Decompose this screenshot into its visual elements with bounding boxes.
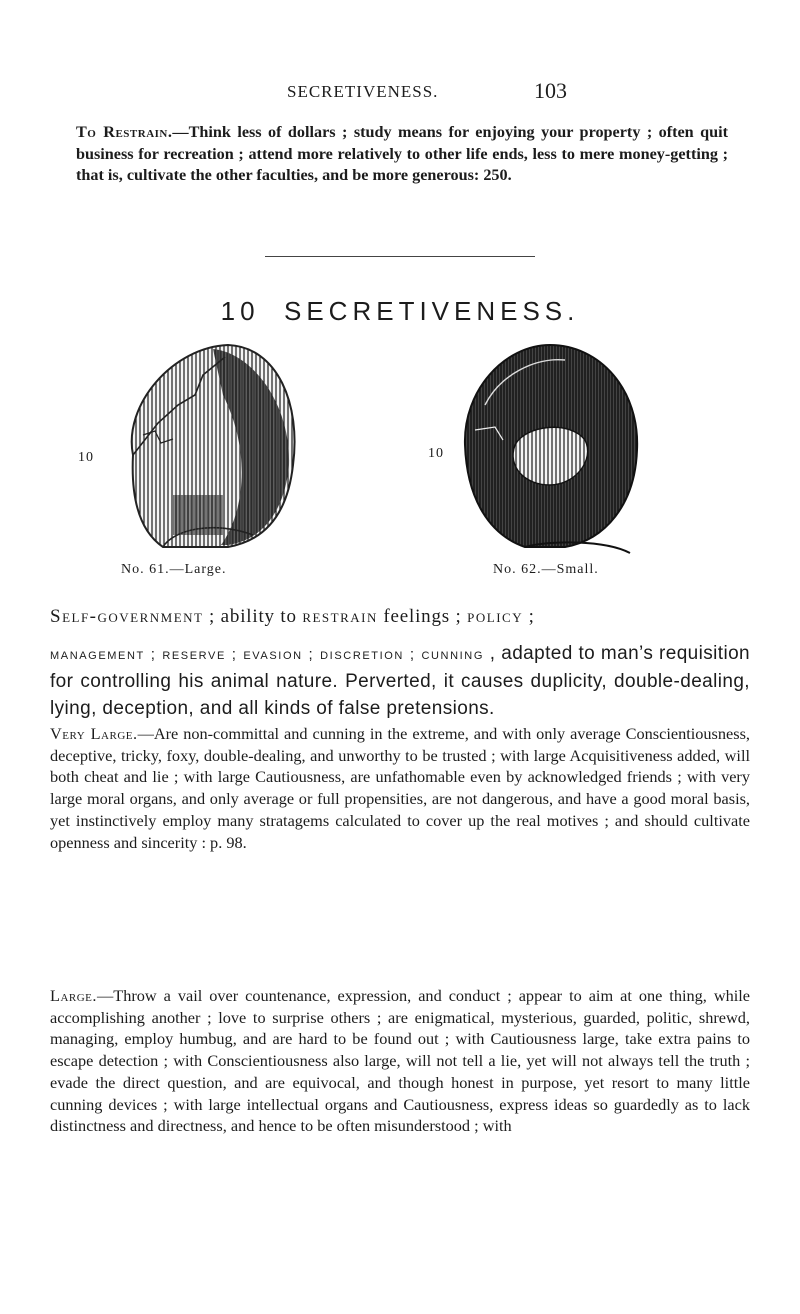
section-divider — [265, 256, 535, 257]
definition-fragment-2: feelings ; — [377, 606, 468, 627]
large-lead: Large. — [50, 986, 97, 1005]
intro-paragraph — [76, 122, 728, 187]
large-text: —Throw a vail over countenance, expression, and conduct ; appear to aim at one thing, while accomplishing another ; love to surprise others ; are enigmatical, mysterious, guarded, politic, shrewd, managing, employ humbug, and are hard to be found out ; with Cautiousness large, take extra pains to escape detection ; with Conscientiousness also large, will not tell a lie, yet will not always tell the truth ; evade the direct question, and are equivocal, and though honest in purpose, yet resort to many little cunning devices ; with large intellectual organs and Cautiousness, express ideas so guardedly as to lack distinctness and directness, and hence to be often misunderstood ; with — [50, 986, 750, 1136]
intro-lead: To Restrain. — [76, 123, 173, 141]
intro-text: —Think less of dollars ; study means for enjoying your property ; often quit business for recreation ; attend more relatively to other life ends, less to mere money-getting ; that is, cultivate the other faculties, and be more generous: 250. — [76, 123, 728, 185]
very-large-text: —Are non-committal and cunning in the extreme, and with only average Conscientiousness, deceptive, tricky, foxy, double-dealing, and unworthy to be trusted ; with large Acquisitiveness added, will both cheat and lie ; with large Cautiousness, are unfathomable even by acknowledged friends ; with very large moral organs, and only average or full propensities, are not dangerous, and have a good moral basis, yet instinctively employ many stratagems calculated to cover up the real motives ; and should cultivate openness and sincerity : p. 98. — [50, 724, 750, 852]
section-heading — [0, 296, 800, 327]
skull-large-number-label: 10 — [78, 450, 94, 465]
running-head: SECRETIVENESS. — [287, 82, 439, 101]
very-large-paragraph — [50, 723, 750, 853]
skull-large-caption: No. 61.—Large. — [121, 562, 227, 577]
definition-fragment-1: ; ability to — [203, 606, 303, 627]
very-large-lead: Very Large. — [50, 724, 138, 743]
definition-caps-list: management ; reserve ; evasion ; discretion ; cunning — [50, 646, 484, 663]
skull-illustration-large — [103, 335, 303, 563]
section-title: SECRETIVENESS. — [283, 296, 580, 326]
skull-illustration-small — [455, 335, 645, 561]
definition-text: adapted to man’s requisition for controlling his animal nature. Perverted, it causes duplicity, double-dealing, lying, deception, and all kinds of false pretensions. — [50, 643, 751, 719]
skull-small-drawing — [455, 335, 645, 561]
page-number: 103 — [534, 78, 567, 103]
definition-body — [50, 640, 750, 722]
skull-large-drawing — [103, 335, 303, 563]
skull-small-number-label: 10 — [428, 446, 444, 461]
definition-policy: policy — [467, 606, 524, 627]
large-paragraph — [50, 985, 750, 1137]
skull-small-caption: No. 62.—Small. — [493, 562, 599, 577]
definition-fragment-4: , — [484, 643, 496, 664]
definition-term: Self-government — [50, 606, 204, 627]
definition-restrain: restrain — [302, 606, 378, 627]
definition-fragment-3: ; — [523, 606, 535, 627]
definition-line1 — [50, 606, 750, 628]
section-number: 10 — [220, 296, 260, 326]
